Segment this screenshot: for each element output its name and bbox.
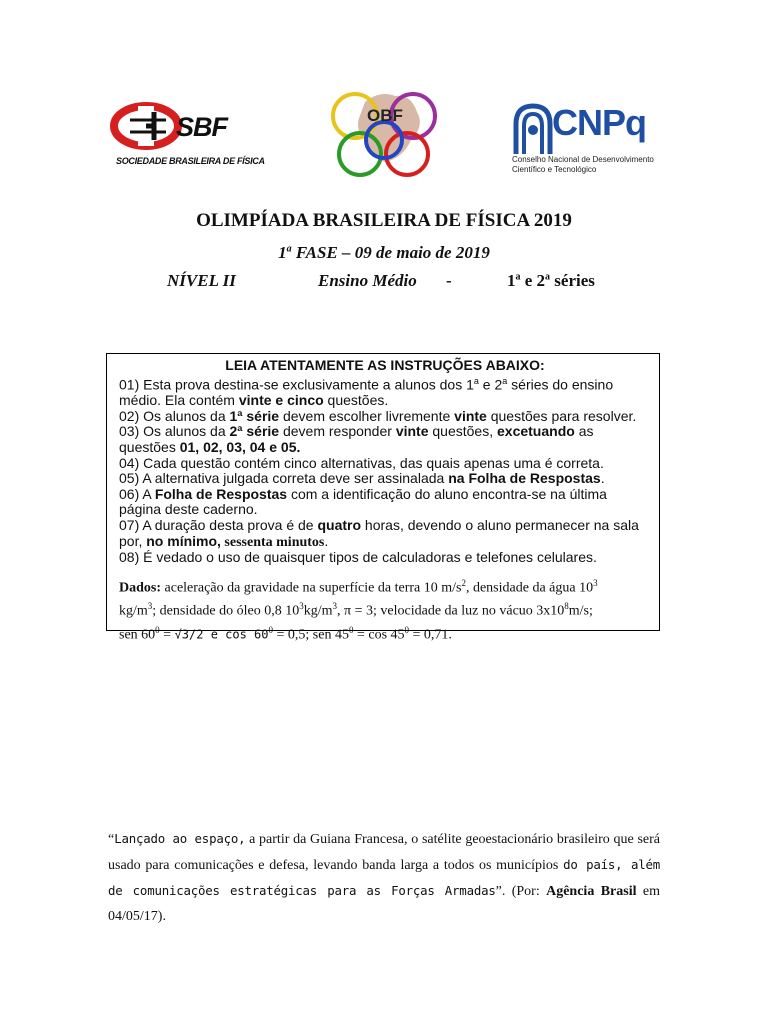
level-label: NÍVEL II: [167, 271, 236, 290]
series-a: 1: [507, 271, 516, 290]
quote-source: Agência Brasil: [546, 884, 637, 899]
obf-abbr: OBF: [367, 106, 403, 125]
instructions-heading: LEIA ATENTAMENTE AS INSTRUÇÕES ABAIXO:: [225, 357, 545, 373]
instruction-07-cont: por, no mínimo, sessenta minutos.: [119, 532, 329, 550]
sbf-name: SOCIEDADE BRASILEIRA DE FÍSICA: [116, 156, 265, 166]
cnpq-abbr: CNPq: [552, 102, 646, 143]
phase-rest: FASE – 09 de maio de 2019: [291, 243, 490, 262]
phase-line: [0, 243, 768, 263]
series-e: e 2: [520, 271, 546, 290]
instruction-02: 02) Os alunos da 1ª série devem escolher livremente vinte questões para resolver.: [119, 407, 637, 424]
obf-logo: [325, 82, 443, 182]
instruction-07: 07) A duração desta prova é de quatro horas, devendo o aluno permanecer na sala: [119, 517, 639, 533]
instruction-06-cont: página deste caderno.: [119, 501, 258, 518]
sbf-logo: [110, 98, 265, 170]
instruction-08: 08) É vedado o uso de quaisquer tipos de calculadoras e telefones celulares.: [119, 549, 597, 566]
cnpq-line2: Científico e Tecnológico: [512, 165, 597, 174]
instruction-06: 06) A Folha de Respostas com a identificação do aluno encontra-se na última: [119, 485, 607, 502]
news-quote: “Lançado ao espaço, a partir da Guiana Francesa, o satélite geoestacionário brasileiro que será usado para comunicações e defesa, levando banda larga a todos os municípios do país, além de comunicações estratégicas para as Forças Armadas”. (Por: Agência Brasil em 04/05/17).: [108, 831, 660, 924]
sbf-abbr: SBF: [176, 112, 227, 142]
given-data-label: Dados:: [119, 580, 162, 596]
level-dash: -: [446, 271, 452, 290]
cnpq-logo: [510, 100, 660, 180]
series-sup1: a: [515, 271, 521, 283]
instruction-05: 05) A alternativa julgada correta deve ser assinalada na Folha de Respostas.: [119, 470, 605, 487]
instruction-04: 04) Cada questão contém cinco alternativas, das quais apenas uma é correta.: [119, 454, 604, 471]
phase-num: 1: [278, 243, 287, 262]
given-data: Dados: aceleração da gravidade na superfície da terra 10 $m/s^2$, densidade da água $10^3$ $kg/m^3$; densidade do óleo 0,8 $10^3kg/m^3$, π = 3; velocidade da luz no vácuo $3x10^8m/s$; sen $60^0 = √3/2$ e $\cos 60^0 = 0,5$; sen $45^0 = \cos 45^0 = 0,71$.: [119, 577, 598, 643]
instruction-01-cont: médio. Ela contém vinte e cinco questões.: [119, 392, 389, 409]
instruction-03-cont: questões 01, 02, 03, 04 e 05.: [119, 439, 301, 456]
series-sup2: a: [545, 271, 551, 283]
series-label: [507, 271, 595, 291]
school-label: Ensino Médio: [318, 271, 417, 290]
instruction-03: 03) Os alunos da 2ª série devem responder vinte questões, excetuando as: [119, 423, 594, 440]
series-b: séries: [550, 271, 595, 290]
phase-sup: a: [286, 243, 292, 255]
page-title: OLIMPÍADA BRASILEIRA DE FÍSICA 2019: [196, 210, 572, 231]
instructions-box: [106, 353, 660, 643]
cnpq-line1: Conselho Nacional de Desenvolvimento: [512, 155, 654, 164]
instruction-01: 01) Esta prova destina-se exclusivamente a alunos dos 1$^a$ e 2$^a$ séries do ensino: [119, 376, 614, 393]
